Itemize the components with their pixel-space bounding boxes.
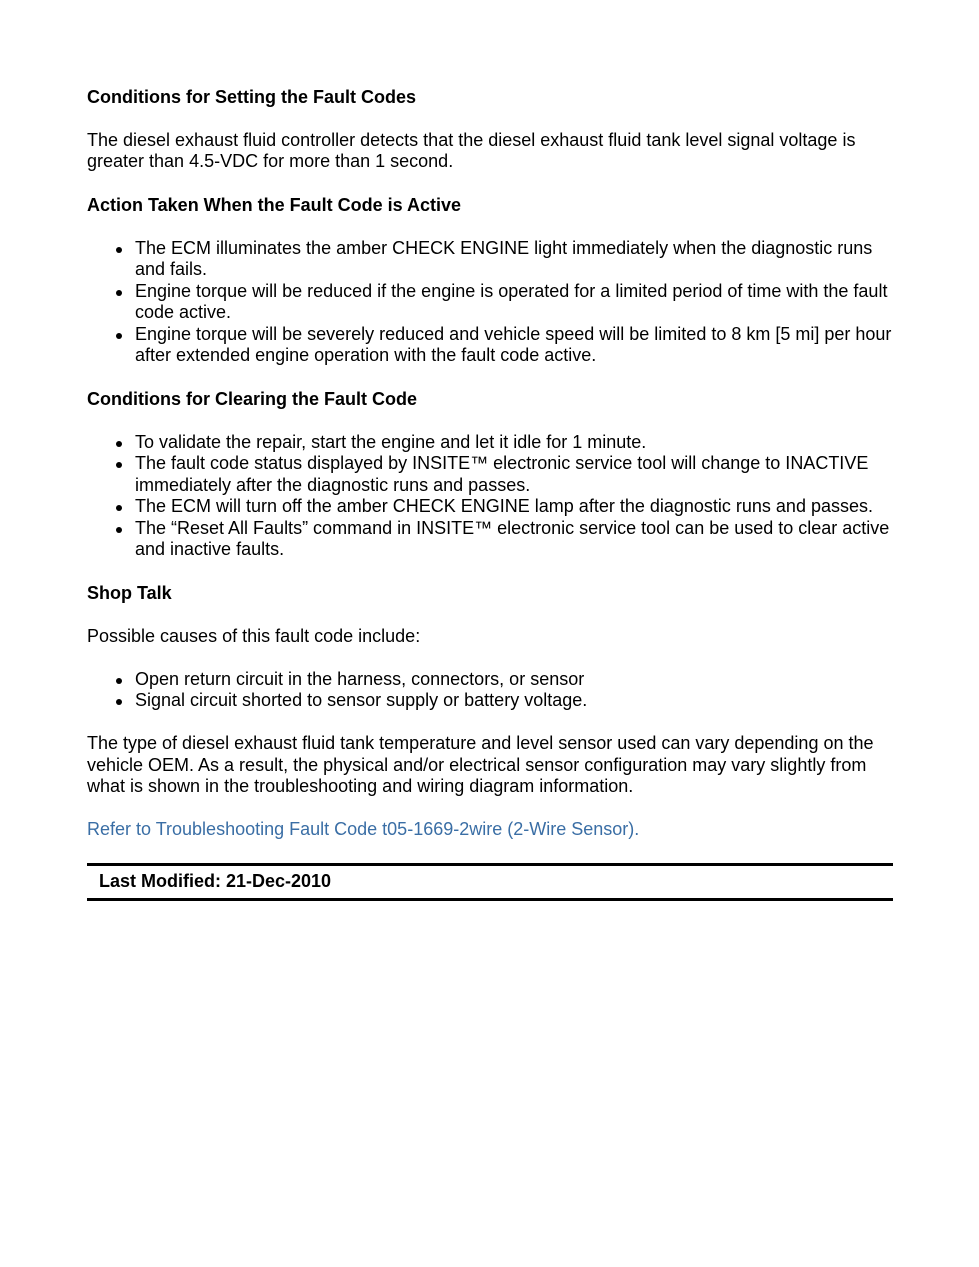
setting-text: The diesel exhaust fluid controller detects that the diesel exhaust fluid tank level signal voltage is greater than 4.5-VDC for more than 1 second. (87, 129, 856, 171)
causes-list (87, 669, 893, 712)
setting-heading: Conditions for Setting the Fault Codes (87, 87, 416, 107)
list-item: The ECM will turn off the amber CHECK ENGINE lamp after the diagnostic runs and passes. (87, 496, 893, 518)
list-item: Signal circuit shorted to sensor supply or battery voltage. (87, 690, 893, 712)
shop-talk-intro: Possible causes of this fault code include: (87, 625, 421, 646)
shop-talk-heading: Shop Talk (87, 583, 172, 603)
action-list (87, 238, 893, 367)
list-item: The ECM illuminates the amber CHECK ENGINE light immediately when the diagnostic runs and fails. (87, 238, 893, 281)
action-heading: Action Taken When the Fault Code is Active (87, 195, 462, 215)
footer-bar (87, 863, 893, 901)
list-item: The “Reset All Faults” command in INSITE™ electronic service tool can be used to clear active and inactive faults. (87, 518, 893, 561)
document-page (87, 86, 893, 901)
clearing-list (87, 432, 893, 561)
list-item: Engine torque will be reduced if the engine is operated for a limited period of time with the fault code active. (87, 281, 893, 324)
list-item: Engine torque will be severely reduced and vehicle speed will be limited to 8 km [5 mi] per hour after extended engine operation with the fault code active. (87, 324, 893, 367)
list-item: To validate the repair, start the engine and let it idle for 1 minute. (87, 432, 893, 454)
clearing-heading: Conditions for Clearing the Fault Code (87, 389, 417, 409)
last-modified: Last Modified: 21-Dec-2010 (99, 870, 332, 891)
list-item: The fault code status displayed by INSITE™ electronic service tool will change to INACTIVE immediately after the diagnostic runs and passes. (87, 453, 893, 496)
shop-talk-note: The type of diesel exhaust fluid tank temperature and level sensor used can vary depending on the vehicle OEM. As a result, the physical and/or electrical sensor configuration may vary slightly from what is shown in the troubleshooting and wiring diagram information. (87, 733, 874, 796)
list-item: Open return circuit in the harness, connectors, or sensor (87, 669, 893, 691)
troubleshooting-link[interactable]: Refer to Troubleshooting Fault Code t05-1669-2wire (2-Wire Sensor). (87, 819, 640, 839)
